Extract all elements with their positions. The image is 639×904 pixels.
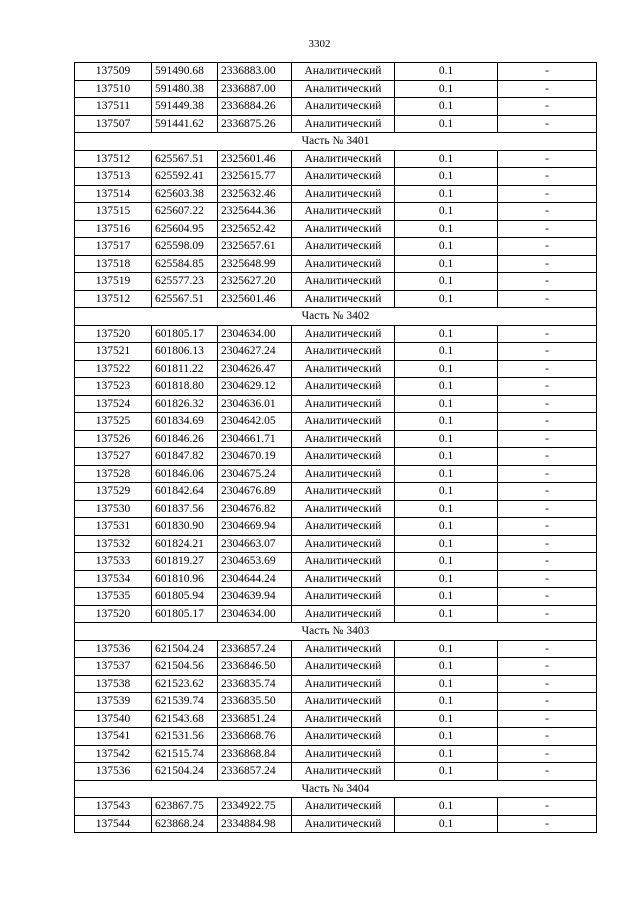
coordinates-table-body (75, 63, 597, 833)
method-cell: Аналитический (292, 290, 395, 308)
x-coordinate-cell: 601830.90 (152, 518, 218, 536)
y-coordinate-cell: 2336875.26 (218, 115, 292, 133)
point-id-cell: 137530 (75, 500, 152, 518)
x-coordinate-cell: 601805.94 (152, 588, 218, 606)
point-id-cell: 137543 (75, 798, 152, 816)
table-row (75, 518, 597, 536)
accuracy-cell: 0.1 (395, 80, 498, 98)
method-cell: Аналитический (292, 220, 395, 238)
table-row (75, 640, 597, 658)
y-coordinate-cell: 2336883.00 (218, 63, 292, 81)
section-title: Часть № 3404 (75, 780, 597, 798)
table-row (75, 63, 597, 81)
y-coordinate-cell: 2325601.46 (218, 290, 292, 308)
point-id-cell: 137519 (75, 273, 152, 291)
x-coordinate-cell: 625607.22 (152, 203, 218, 221)
accuracy-cell: 0.1 (395, 483, 498, 501)
table-row (75, 360, 597, 378)
method-cell: Аналитический (292, 203, 395, 221)
accuracy-cell: 0.1 (395, 588, 498, 606)
accuracy-cell: 0.1 (395, 168, 498, 186)
method-cell: Аналитический (292, 535, 395, 553)
section-header-row (75, 133, 597, 151)
table-row (75, 500, 597, 518)
method-cell: Аналитический (292, 570, 395, 588)
method-cell: Аналитический (292, 588, 395, 606)
point-id-cell: 137518 (75, 255, 152, 273)
accuracy-cell: 0.1 (395, 693, 498, 711)
point-id-cell: 137521 (75, 343, 152, 361)
y-coordinate-cell: 2325644.36 (218, 203, 292, 221)
point-id-cell: 137526 (75, 430, 152, 448)
table-row (75, 605, 597, 623)
table-row (75, 115, 597, 133)
note-cell: - (498, 693, 597, 711)
point-id-cell: 137524 (75, 395, 152, 413)
note-cell: - (498, 98, 597, 116)
point-id-cell: 137514 (75, 185, 152, 203)
accuracy-cell: 0.1 (395, 395, 498, 413)
point-id-cell: 137515 (75, 203, 152, 221)
note-cell: - (498, 395, 597, 413)
point-id-cell: 137544 (75, 815, 152, 833)
method-cell: Аналитический (292, 745, 395, 763)
table-row (75, 343, 597, 361)
y-coordinate-cell: 2304653.69 (218, 553, 292, 571)
x-coordinate-cell: 601805.17 (152, 605, 218, 623)
table-row (75, 203, 597, 221)
x-coordinate-cell: 625604.95 (152, 220, 218, 238)
method-cell: Аналитический (292, 640, 395, 658)
accuracy-cell: 0.1 (395, 150, 498, 168)
table-row (75, 675, 597, 693)
y-coordinate-cell: 2336868.76 (218, 728, 292, 746)
note-cell: - (498, 325, 597, 343)
method-cell: Аналитический (292, 395, 395, 413)
method-cell: Аналитический (292, 500, 395, 518)
table-row (75, 238, 597, 256)
method-cell: Аналитический (292, 185, 395, 203)
y-coordinate-cell: 2325627.20 (218, 273, 292, 291)
table-row (75, 483, 597, 501)
x-coordinate-cell: 621504.56 (152, 658, 218, 676)
note-cell: - (498, 605, 597, 623)
note-cell: - (498, 343, 597, 361)
table-row (75, 378, 597, 396)
section-header-row (75, 308, 597, 326)
table-row (75, 448, 597, 466)
y-coordinate-cell: 2336851.24 (218, 710, 292, 728)
section-header-row (75, 623, 597, 641)
y-coordinate-cell: 2325648.99 (218, 255, 292, 273)
y-coordinate-cell: 2336857.24 (218, 763, 292, 781)
x-coordinate-cell: 621523.62 (152, 675, 218, 693)
y-coordinate-cell: 2336857.24 (218, 640, 292, 658)
method-cell: Аналитический (292, 360, 395, 378)
y-coordinate-cell: 2304636.01 (218, 395, 292, 413)
accuracy-cell: 0.1 (395, 203, 498, 221)
point-id-cell: 137528 (75, 465, 152, 483)
table-row (75, 693, 597, 711)
accuracy-cell: 0.1 (395, 63, 498, 81)
table-row (75, 220, 597, 238)
accuracy-cell: 0.1 (395, 518, 498, 536)
method-cell: Аналитический (292, 63, 395, 81)
method-cell: Аналитический (292, 343, 395, 361)
note-cell: - (498, 500, 597, 518)
point-id-cell: 137542 (75, 745, 152, 763)
accuracy-cell: 0.1 (395, 448, 498, 466)
x-coordinate-cell: 601805.17 (152, 325, 218, 343)
x-coordinate-cell: 591480.38 (152, 80, 218, 98)
point-id-cell: 137520 (75, 325, 152, 343)
accuracy-cell: 0.1 (395, 220, 498, 238)
accuracy-cell: 0.1 (395, 290, 498, 308)
table-row (75, 185, 597, 203)
y-coordinate-cell: 2304627.24 (218, 343, 292, 361)
point-id-cell: 137522 (75, 360, 152, 378)
note-cell: - (498, 255, 597, 273)
method-cell: Аналитический (292, 483, 395, 501)
note-cell: - (498, 290, 597, 308)
x-coordinate-cell: 601818.80 (152, 378, 218, 396)
accuracy-cell: 0.1 (395, 553, 498, 571)
note-cell: - (498, 413, 597, 431)
x-coordinate-cell: 625592.41 (152, 168, 218, 186)
point-id-cell: 137531 (75, 518, 152, 536)
note-cell: - (498, 570, 597, 588)
point-id-cell: 137513 (75, 168, 152, 186)
y-coordinate-cell: 2325652.42 (218, 220, 292, 238)
note-cell: - (498, 763, 597, 781)
y-coordinate-cell: 2325632.46 (218, 185, 292, 203)
y-coordinate-cell: 2304663.07 (218, 535, 292, 553)
method-cell: Аналитический (292, 238, 395, 256)
method-cell: Аналитический (292, 98, 395, 116)
point-id-cell: 137536 (75, 640, 152, 658)
accuracy-cell: 0.1 (395, 378, 498, 396)
y-coordinate-cell: 2304675.24 (218, 465, 292, 483)
y-coordinate-cell: 2336835.74 (218, 675, 292, 693)
point-id-cell: 137516 (75, 220, 152, 238)
accuracy-cell: 0.1 (395, 325, 498, 343)
table-row (75, 98, 597, 116)
method-cell: Аналитический (292, 658, 395, 676)
note-cell: - (498, 675, 597, 693)
note-cell: - (498, 63, 597, 81)
point-id-cell: 137512 (75, 150, 152, 168)
note-cell: - (498, 80, 597, 98)
method-cell: Аналитический (292, 675, 395, 693)
point-id-cell: 137538 (75, 675, 152, 693)
accuracy-cell: 0.1 (395, 675, 498, 693)
method-cell: Аналитический (292, 605, 395, 623)
table-row (75, 273, 597, 291)
accuracy-cell: 0.1 (395, 570, 498, 588)
table-row (75, 658, 597, 676)
y-coordinate-cell: 2304676.89 (218, 483, 292, 501)
method-cell: Аналитический (292, 80, 395, 98)
accuracy-cell: 0.1 (395, 658, 498, 676)
x-coordinate-cell: 601846.06 (152, 465, 218, 483)
point-id-cell: 137517 (75, 238, 152, 256)
note-cell: - (498, 150, 597, 168)
x-coordinate-cell: 625567.51 (152, 150, 218, 168)
accuracy-cell: 0.1 (395, 710, 498, 728)
y-coordinate-cell: 2304629.12 (218, 378, 292, 396)
table-row (75, 588, 597, 606)
note-cell: - (498, 448, 597, 466)
point-id-cell: 137533 (75, 553, 152, 571)
table-row (75, 325, 597, 343)
x-coordinate-cell: 601819.27 (152, 553, 218, 571)
x-coordinate-cell: 601806.13 (152, 343, 218, 361)
accuracy-cell: 0.1 (395, 185, 498, 203)
accuracy-cell: 0.1 (395, 360, 498, 378)
accuracy-cell: 0.1 (395, 238, 498, 256)
table-row (75, 553, 597, 571)
accuracy-cell: 0.1 (395, 273, 498, 291)
note-cell: - (498, 798, 597, 816)
x-coordinate-cell: 591441.62 (152, 115, 218, 133)
method-cell: Аналитический (292, 273, 395, 291)
accuracy-cell: 0.1 (395, 798, 498, 816)
table-row (75, 535, 597, 553)
table-row (75, 763, 597, 781)
note-cell: - (498, 710, 597, 728)
y-coordinate-cell: 2304642.05 (218, 413, 292, 431)
accuracy-cell: 0.1 (395, 745, 498, 763)
x-coordinate-cell: 623867.75 (152, 798, 218, 816)
point-id-cell: 137539 (75, 693, 152, 711)
x-coordinate-cell: 621539.74 (152, 693, 218, 711)
note-cell: - (498, 728, 597, 746)
accuracy-cell: 0.1 (395, 115, 498, 133)
accuracy-cell: 0.1 (395, 500, 498, 518)
x-coordinate-cell: 625598.09 (152, 238, 218, 256)
table-row (75, 150, 597, 168)
table-row (75, 465, 597, 483)
table-row (75, 290, 597, 308)
table-row (75, 728, 597, 746)
note-cell: - (498, 483, 597, 501)
note-cell: - (498, 273, 597, 291)
y-coordinate-cell: 2304676.82 (218, 500, 292, 518)
note-cell: - (498, 465, 597, 483)
table-row (75, 815, 597, 833)
note-cell: - (498, 640, 597, 658)
point-id-cell: 137535 (75, 588, 152, 606)
x-coordinate-cell: 625584.85 (152, 255, 218, 273)
accuracy-cell: 0.1 (395, 98, 498, 116)
note-cell: - (498, 360, 597, 378)
y-coordinate-cell: 2304670.19 (218, 448, 292, 466)
note-cell: - (498, 588, 597, 606)
method-cell: Аналитический (292, 518, 395, 536)
note-cell: - (498, 168, 597, 186)
x-coordinate-cell: 601837.56 (152, 500, 218, 518)
point-id-cell: 137529 (75, 483, 152, 501)
accuracy-cell: 0.1 (395, 430, 498, 448)
table-row (75, 798, 597, 816)
y-coordinate-cell: 2325615.77 (218, 168, 292, 186)
x-coordinate-cell: 625603.38 (152, 185, 218, 203)
point-id-cell: 137509 (75, 63, 152, 81)
accuracy-cell: 0.1 (395, 605, 498, 623)
y-coordinate-cell: 2304669.94 (218, 518, 292, 536)
table-row (75, 395, 597, 413)
y-coordinate-cell: 2304644.24 (218, 570, 292, 588)
method-cell: Аналитический (292, 693, 395, 711)
note-cell: - (498, 815, 597, 833)
x-coordinate-cell: 591449.38 (152, 98, 218, 116)
note-cell: - (498, 220, 597, 238)
x-coordinate-cell: 601824.21 (152, 535, 218, 553)
y-coordinate-cell: 2304634.00 (218, 325, 292, 343)
method-cell: Аналитический (292, 798, 395, 816)
point-id-cell: 137541 (75, 728, 152, 746)
x-coordinate-cell: 601847.82 (152, 448, 218, 466)
note-cell: - (498, 185, 597, 203)
method-cell: Аналитический (292, 728, 395, 746)
point-id-cell: 137537 (75, 658, 152, 676)
method-cell: Аналитический (292, 448, 395, 466)
point-id-cell: 137523 (75, 378, 152, 396)
accuracy-cell: 0.1 (395, 465, 498, 483)
x-coordinate-cell: 601846.26 (152, 430, 218, 448)
y-coordinate-cell: 2336884.26 (218, 98, 292, 116)
x-coordinate-cell: 625567.51 (152, 290, 218, 308)
accuracy-cell: 0.1 (395, 535, 498, 553)
x-coordinate-cell: 601834.69 (152, 413, 218, 431)
point-id-cell: 137520 (75, 605, 152, 623)
page-number: 3302 (308, 38, 331, 50)
x-coordinate-cell: 601826.32 (152, 395, 218, 413)
method-cell: Аналитический (292, 815, 395, 833)
y-coordinate-cell: 2304634.00 (218, 605, 292, 623)
x-coordinate-cell: 601811.22 (152, 360, 218, 378)
note-cell: - (498, 553, 597, 571)
point-id-cell: 137511 (75, 98, 152, 116)
x-coordinate-cell: 601810.96 (152, 570, 218, 588)
y-coordinate-cell: 2304626.47 (218, 360, 292, 378)
note-cell: - (498, 745, 597, 763)
section-title: Часть № 3403 (75, 623, 597, 641)
method-cell: Аналитический (292, 465, 395, 483)
table-row (75, 168, 597, 186)
accuracy-cell: 0.1 (395, 255, 498, 273)
coordinates-table (74, 62, 597, 833)
x-coordinate-cell: 621504.24 (152, 763, 218, 781)
method-cell: Аналитический (292, 115, 395, 133)
table-row (75, 745, 597, 763)
y-coordinate-cell: 2325601.46 (218, 150, 292, 168)
method-cell: Аналитический (292, 413, 395, 431)
point-id-cell: 137510 (75, 80, 152, 98)
point-id-cell: 137525 (75, 413, 152, 431)
point-id-cell: 137534 (75, 570, 152, 588)
method-cell: Аналитический (292, 150, 395, 168)
point-id-cell: 137507 (75, 115, 152, 133)
point-id-cell: 137536 (75, 763, 152, 781)
point-id-cell: 137532 (75, 535, 152, 553)
x-coordinate-cell: 621543.68 (152, 710, 218, 728)
note-cell: - (498, 378, 597, 396)
y-coordinate-cell: 2325657.61 (218, 238, 292, 256)
table-row (75, 430, 597, 448)
accuracy-cell: 0.1 (395, 763, 498, 781)
note-cell: - (498, 238, 597, 256)
point-id-cell: 137527 (75, 448, 152, 466)
point-id-cell: 137512 (75, 290, 152, 308)
x-coordinate-cell: 591490.68 (152, 63, 218, 81)
note-cell: - (498, 518, 597, 536)
method-cell: Аналитический (292, 710, 395, 728)
note-cell: - (498, 658, 597, 676)
x-coordinate-cell: 601842.64 (152, 483, 218, 501)
y-coordinate-cell: 2304661.71 (218, 430, 292, 448)
y-coordinate-cell: 2336887.00 (218, 80, 292, 98)
note-cell: - (498, 430, 597, 448)
method-cell: Аналитический (292, 553, 395, 571)
point-id-cell: 137540 (75, 710, 152, 728)
x-coordinate-cell: 623868.24 (152, 815, 218, 833)
note-cell: - (498, 203, 597, 221)
y-coordinate-cell: 2334884.98 (218, 815, 292, 833)
y-coordinate-cell: 2336835.50 (218, 693, 292, 711)
method-cell: Аналитический (292, 430, 395, 448)
x-coordinate-cell: 621531.56 (152, 728, 218, 746)
y-coordinate-cell: 2334922.75 (218, 798, 292, 816)
table-row (75, 80, 597, 98)
note-cell: - (498, 535, 597, 553)
table-row (75, 710, 597, 728)
method-cell: Аналитический (292, 255, 395, 273)
y-coordinate-cell: 2336868.84 (218, 745, 292, 763)
method-cell: Аналитический (292, 378, 395, 396)
y-coordinate-cell: 2336846.50 (218, 658, 292, 676)
x-coordinate-cell: 621504.24 (152, 640, 218, 658)
section-title: Часть № 3401 (75, 133, 597, 151)
accuracy-cell: 0.1 (395, 728, 498, 746)
x-coordinate-cell: 625577.23 (152, 273, 218, 291)
method-cell: Аналитический (292, 325, 395, 343)
section-title: Часть № 3402 (75, 308, 597, 326)
section-header-row (75, 780, 597, 798)
table-row (75, 255, 597, 273)
table-row (75, 570, 597, 588)
table-row (75, 413, 597, 431)
method-cell: Аналитический (292, 763, 395, 781)
accuracy-cell: 0.1 (395, 413, 498, 431)
x-coordinate-cell: 621515.74 (152, 745, 218, 763)
method-cell: Аналитический (292, 168, 395, 186)
accuracy-cell: 0.1 (395, 640, 498, 658)
accuracy-cell: 0.1 (395, 343, 498, 361)
y-coordinate-cell: 2304639.94 (218, 588, 292, 606)
accuracy-cell: 0.1 (395, 815, 498, 833)
note-cell: - (498, 115, 597, 133)
